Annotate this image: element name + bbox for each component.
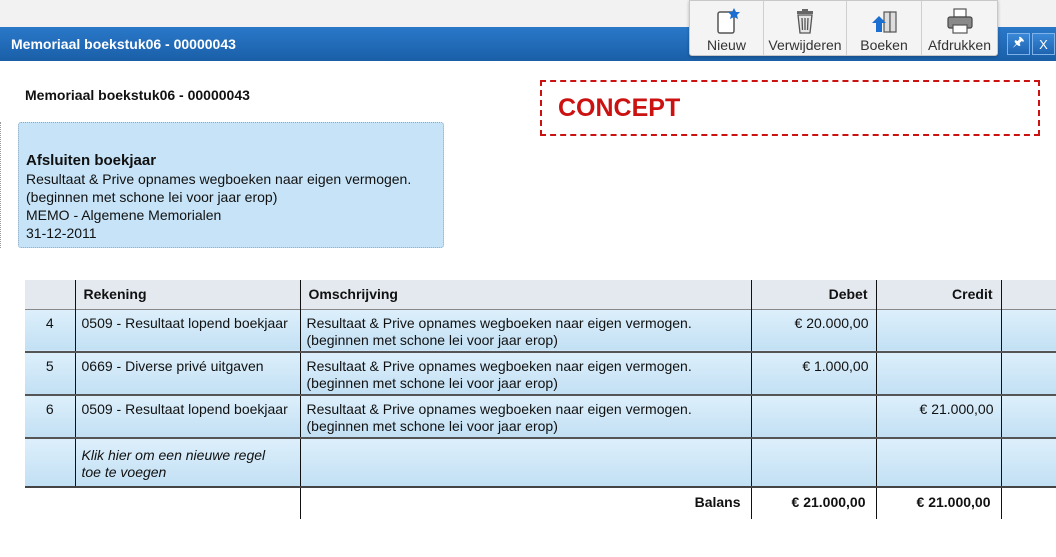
row-credit[interactable] [876, 352, 1001, 395]
delete-button[interactable] [764, 1, 847, 55]
add-row-nr [25, 438, 75, 487]
row-account-cell[interactable] [75, 309, 300, 352]
row-description[interactable] [300, 395, 751, 438]
row-account-cell[interactable] [75, 352, 300, 395]
post-button-label: Boeken [860, 37, 908, 53]
info-description-line1: Resultaat & Prive opnames wegboeken naar eigen vermogen. [26, 171, 412, 187]
balance-debit: € 21.000,00 [751, 487, 876, 519]
print-button-label: Afdrukken [927, 37, 992, 53]
add-row-hint[interactable] [75, 438, 300, 487]
row-credit[interactable] [876, 309, 1001, 352]
post-ledger-icon [869, 7, 899, 35]
add-row-spacer [1001, 438, 1056, 487]
balance-credit: € 21.000,00 [876, 487, 1001, 519]
new-document-icon [712, 7, 742, 35]
row-account-cell[interactable] [75, 395, 300, 438]
add-row-hint-line1: Klik hier om een nieuwe regel [81, 447, 266, 463]
table-row[interactable] [25, 352, 1056, 395]
row-debit[interactable]: € 20.000,00 [751, 309, 876, 352]
row-spacer [1001, 395, 1056, 438]
toolbar [689, 0, 998, 56]
row-spacer [1001, 309, 1056, 352]
document-info-panel [18, 122, 444, 248]
row-nr: 6 [25, 395, 75, 438]
row-description[interactable] [300, 352, 751, 395]
header-debit: Debet [751, 280, 876, 309]
close-icon: X [1039, 36, 1048, 52]
journal-lines-table [25, 280, 1056, 519]
balance-spacer [1001, 487, 1056, 519]
row-description-line2: (beginnen met schone lei voor jaar erop) [306, 375, 558, 391]
status-label: CONCEPT [558, 94, 681, 122]
add-row-credit[interactable] [876, 438, 1001, 487]
pin-icon: 🖈 [1012, 34, 1025, 49]
new-button[interactable] [690, 1, 764, 55]
info-date: 31-12-2011 [26, 225, 97, 241]
add-row-hint-line2: toe te voegen [81, 464, 167, 480]
post-button[interactable] [847, 1, 922, 55]
row-account: 0509 - Resultaat lopend boekjaar [81, 314, 288, 331]
info-journal: MEMO - Algemene Memorialen [26, 207, 222, 223]
info-title: Afsluiten boekjaar [26, 152, 157, 169]
header-credit: Credit [876, 280, 1001, 309]
concept-stamp [540, 80, 1040, 136]
print-button[interactable] [922, 1, 997, 55]
document-heading: Memoriaal boekstuk06 - 00000043 [25, 87, 250, 103]
table-row[interactable] [25, 309, 1056, 352]
add-row-description[interactable] [300, 438, 751, 487]
printer-icon [945, 7, 975, 35]
balance-empty-1 [25, 487, 75, 519]
row-credit[interactable]: € 21.000,00 [876, 395, 1001, 438]
pin-button[interactable] [1007, 33, 1030, 55]
header-nr [25, 280, 75, 309]
row-description-line1: Resultaat & Prive opnames wegboeken naar eigen vermogen. [306, 314, 692, 331]
row-account: 0669 - Diverse privé uitgaven [81, 358, 264, 374]
balance-label: Balans [300, 487, 751, 519]
row-description-line2: (beginnen met schone lei voor jaar erop) [306, 418, 558, 434]
row-description[interactable] [300, 309, 751, 352]
table-header-row [25, 280, 1056, 309]
row-spacer [1001, 352, 1056, 395]
row-description-line1: Resultaat & Prive opnames wegboeken naar eigen vermogen. [306, 358, 692, 374]
balance-empty-2 [75, 487, 300, 519]
row-nr: 5 [25, 352, 75, 395]
row-account: 0509 - Resultaat lopend boekjaar [81, 401, 288, 417]
header-account: Rekening [75, 280, 300, 309]
window-title: Memoriaal boekstuk06 - 00000043 [11, 36, 236, 52]
row-debit[interactable] [751, 395, 876, 438]
row-debit[interactable]: € 1.000,00 [751, 352, 876, 395]
header-description: Omschrijving [300, 280, 751, 309]
header-spacer [1001, 280, 1056, 309]
info-description-line2: (beginnen met schone lei voor jaar erop) [26, 189, 278, 205]
row-description-line1: Resultaat & Prive opnames wegboeken naar eigen vermogen. [306, 401, 692, 417]
trash-icon [790, 7, 820, 35]
balance-row [25, 487, 1056, 519]
close-button[interactable] [1032, 33, 1055, 55]
new-button-label: Nieuw [707, 37, 746, 53]
row-nr: 4 [25, 309, 75, 352]
table-row[interactable] [25, 395, 1056, 438]
delete-button-label: Verwijderen [768, 37, 842, 53]
left-divider [0, 122, 2, 248]
row-description-line2: (beginnen met schone lei voor jaar erop) [306, 331, 558, 348]
add-row-debit[interactable] [751, 438, 876, 487]
add-row[interactable] [25, 438, 1056, 487]
